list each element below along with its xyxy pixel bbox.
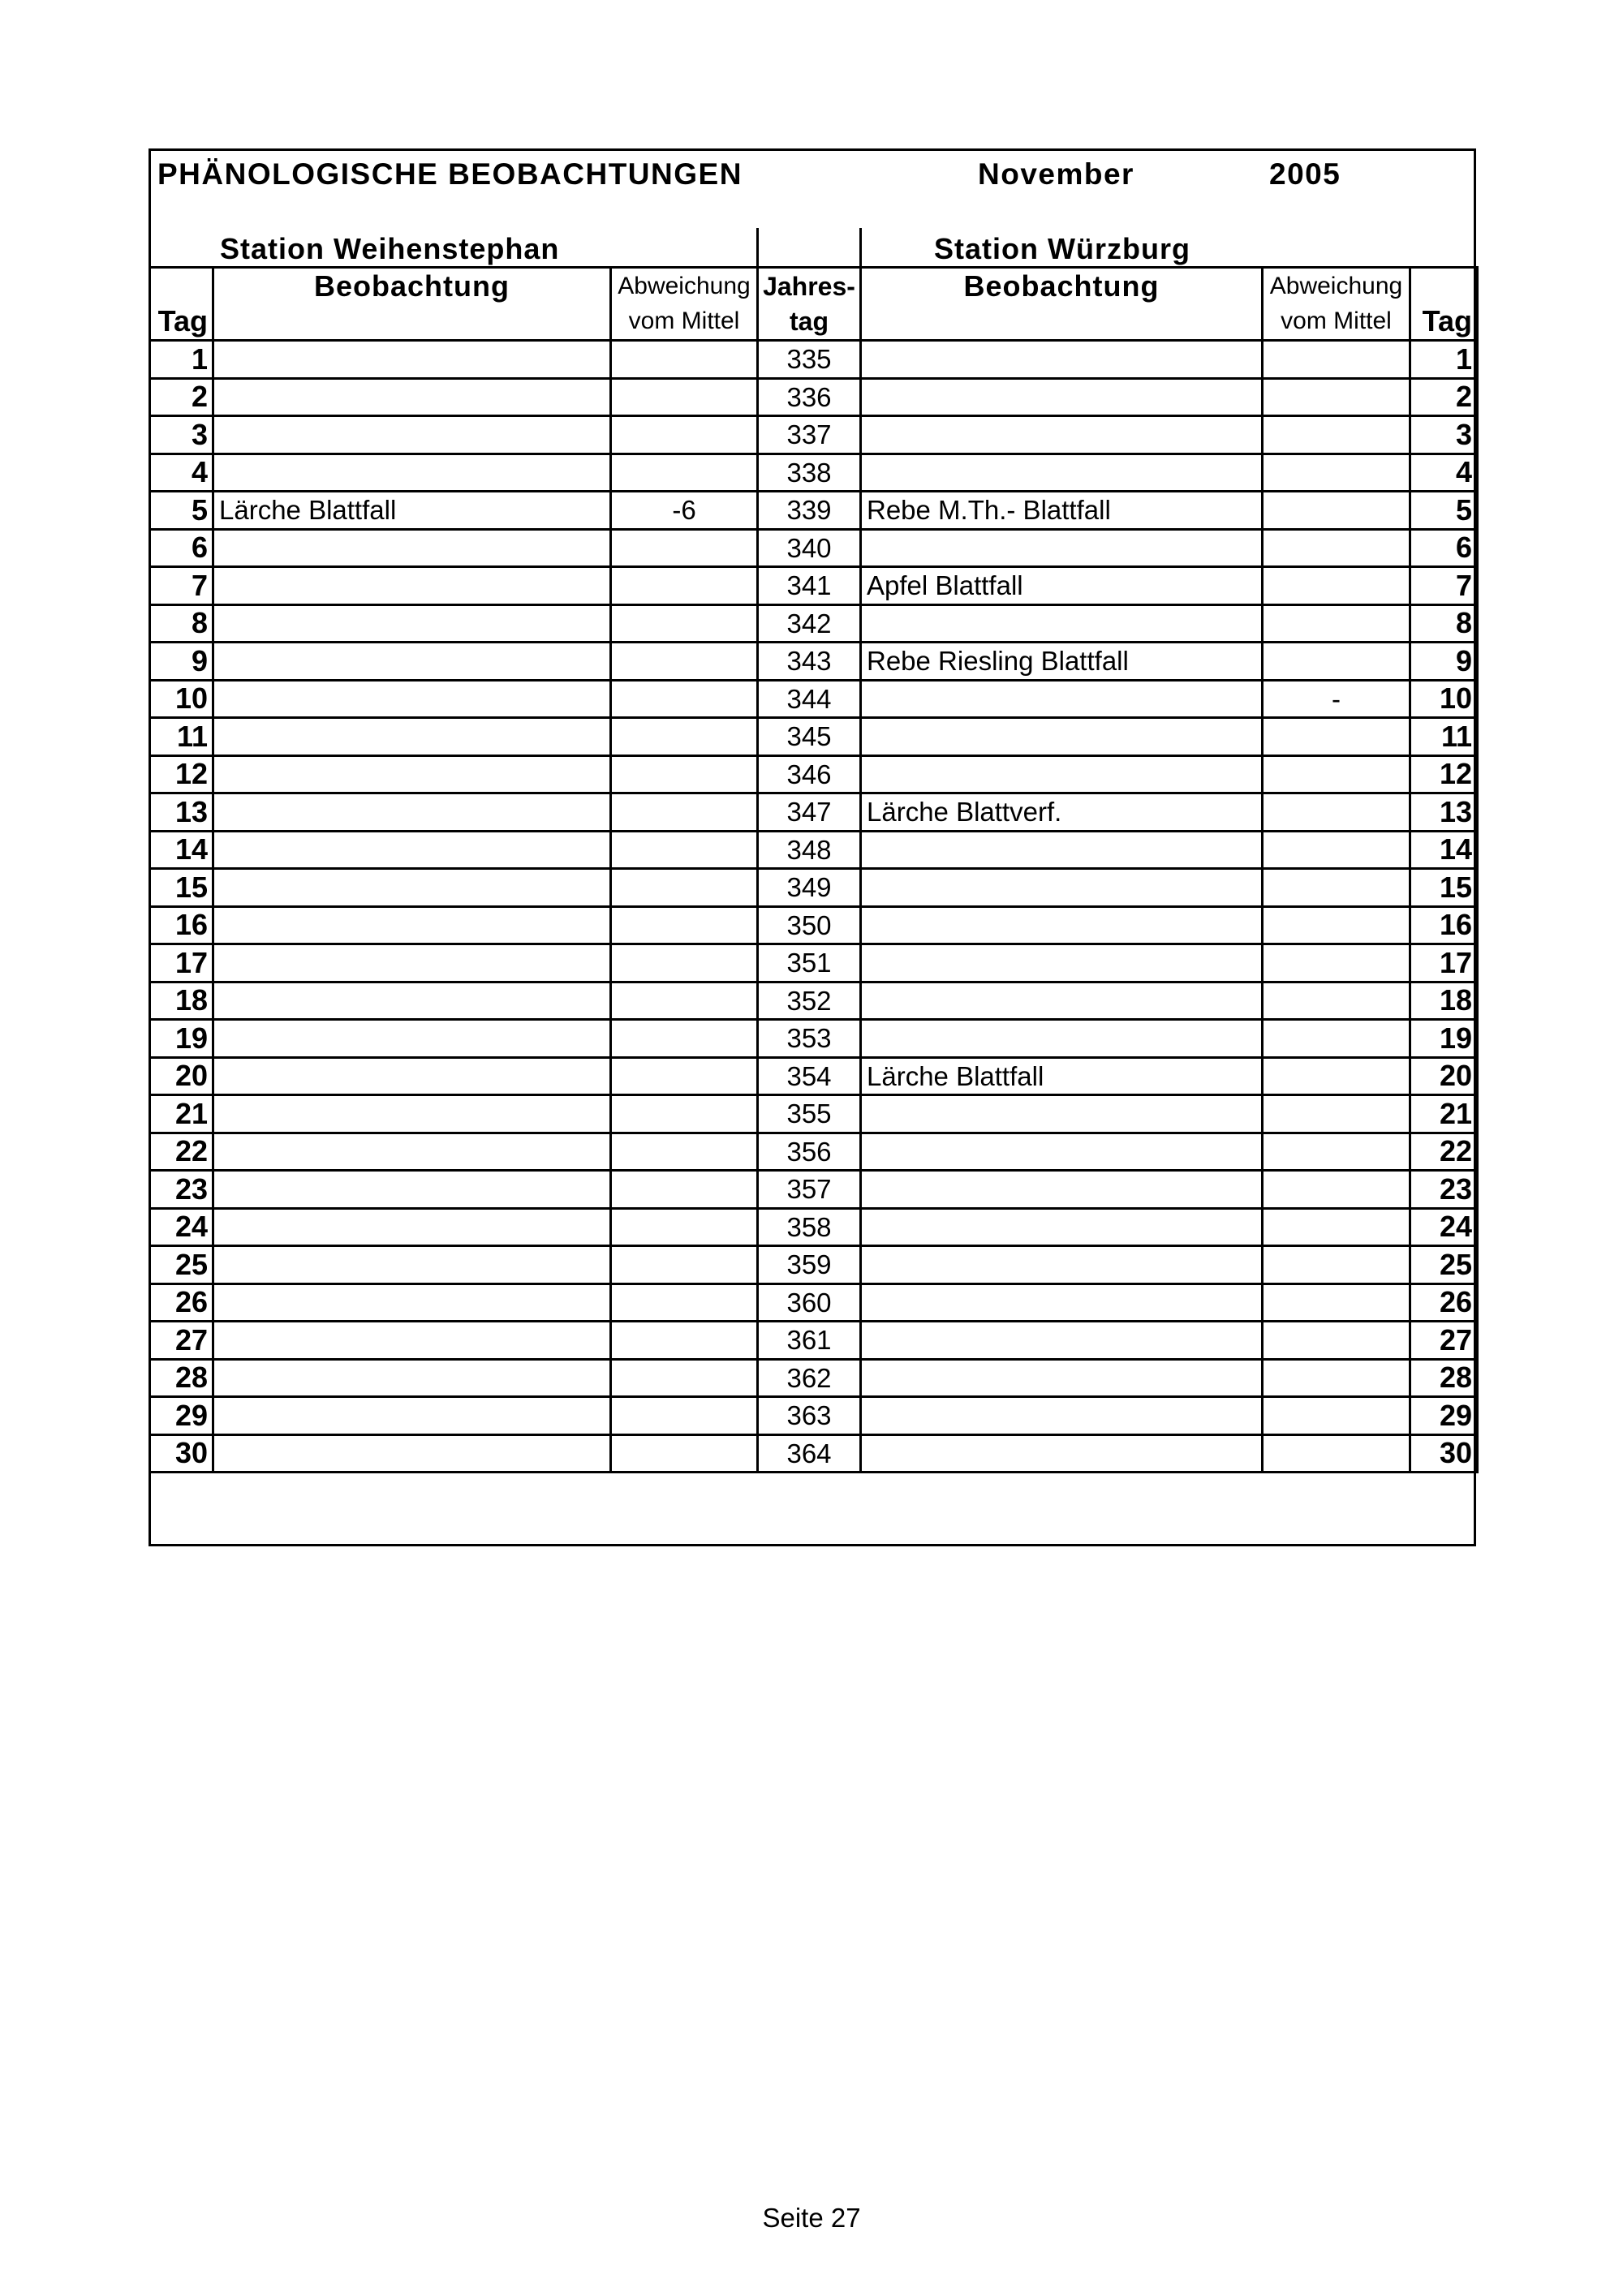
weihenstephan-deviation bbox=[611, 529, 758, 567]
col-vom-mittel-left: vom Mittel bbox=[611, 304, 758, 341]
wuerzburg-deviation bbox=[1263, 416, 1410, 454]
day-left: 3 bbox=[150, 416, 213, 454]
wuerzburg-observation bbox=[861, 529, 1263, 567]
weihenstephan-observation bbox=[213, 718, 611, 756]
wuerzburg-deviation bbox=[1263, 831, 1410, 869]
wuerzburg-observation bbox=[861, 378, 1263, 416]
blank-cell bbox=[213, 304, 611, 341]
table-row bbox=[150, 869, 1478, 907]
wuerzburg-observation bbox=[861, 1171, 1263, 1209]
day-left: 27 bbox=[150, 1322, 213, 1360]
wuerzburg-observation bbox=[861, 341, 1263, 379]
wuerzburg-observation bbox=[861, 416, 1263, 454]
wuerzburg-observation bbox=[861, 1434, 1263, 1473]
day-left: 13 bbox=[150, 793, 213, 832]
table-row bbox=[150, 1095, 1478, 1133]
weihenstephan-observation bbox=[213, 1246, 611, 1284]
day-left: 30 bbox=[150, 1434, 213, 1473]
wuerzburg-deviation bbox=[1263, 1095, 1410, 1133]
table-row bbox=[150, 1133, 1478, 1171]
day-of-year: 350 bbox=[758, 906, 861, 944]
day-left: 26 bbox=[150, 1283, 213, 1322]
weihenstephan-deviation bbox=[611, 982, 758, 1020]
page-title: PHÄNOLOGISCHE BEOBACHTUNGEN bbox=[157, 157, 743, 191]
table-row bbox=[150, 492, 1478, 530]
day-left: 18 bbox=[150, 982, 213, 1020]
day-of-year: 348 bbox=[758, 831, 861, 869]
wuerzburg-observation bbox=[861, 831, 1263, 869]
wuerzburg-observation bbox=[861, 1020, 1263, 1058]
wuerzburg-deviation bbox=[1263, 1208, 1410, 1246]
table-row bbox=[150, 378, 1478, 416]
day-right: 26 bbox=[1410, 1283, 1478, 1322]
wuerzburg-deviation bbox=[1263, 718, 1410, 756]
wuerzburg-observation bbox=[861, 1359, 1263, 1397]
wuerzburg-observation: Lärche Blattverf. bbox=[861, 793, 1263, 832]
wuerzburg-deviation bbox=[1263, 454, 1410, 492]
day-left: 14 bbox=[150, 831, 213, 869]
day-of-year: 349 bbox=[758, 869, 861, 907]
table-row bbox=[150, 755, 1478, 793]
table-row bbox=[150, 1434, 1478, 1473]
day-left: 23 bbox=[150, 1171, 213, 1209]
weihenstephan-observation bbox=[213, 1171, 611, 1209]
day-left: 2 bbox=[150, 378, 213, 416]
day-right: 19 bbox=[1410, 1020, 1478, 1058]
weihenstephan-observation bbox=[213, 869, 611, 907]
weihenstephan-observation bbox=[213, 680, 611, 718]
weihenstephan-deviation bbox=[611, 793, 758, 832]
weihenstephan-observation bbox=[213, 604, 611, 643]
blank-cell bbox=[1410, 268, 1478, 304]
table-row bbox=[150, 906, 1478, 944]
weihenstephan-observation bbox=[213, 567, 611, 605]
wuerzburg-deviation bbox=[1263, 492, 1410, 530]
day-left: 22 bbox=[150, 1133, 213, 1171]
day-of-year: 342 bbox=[758, 604, 861, 643]
day-of-year: 340 bbox=[758, 529, 861, 567]
wuerzburg-deviation bbox=[1263, 1397, 1410, 1435]
col-jahres: Jahres- bbox=[758, 268, 861, 304]
wuerzburg-observation: Rebe M.Th.- Blattfall bbox=[861, 492, 1263, 530]
day-left: 16 bbox=[150, 906, 213, 944]
table-row bbox=[150, 1208, 1478, 1246]
weihenstephan-deviation bbox=[611, 755, 758, 793]
day-left: 20 bbox=[150, 1057, 213, 1095]
day-of-year: 345 bbox=[758, 718, 861, 756]
day-of-year: 346 bbox=[758, 755, 861, 793]
weihenstephan-observation bbox=[213, 341, 611, 379]
wuerzburg-observation bbox=[861, 1397, 1263, 1435]
col-jahrestag: tag bbox=[758, 304, 861, 341]
day-left: 9 bbox=[150, 643, 213, 681]
col-abweichung-right: Abweichung bbox=[1263, 268, 1410, 304]
wuerzburg-observation bbox=[861, 1133, 1263, 1171]
table-row bbox=[150, 604, 1478, 643]
weihenstephan-deviation bbox=[611, 454, 758, 492]
table-row bbox=[150, 454, 1478, 492]
blank-cell bbox=[861, 304, 1263, 341]
year-label: 2005 bbox=[1269, 157, 1341, 191]
weihenstephan-observation bbox=[213, 1057, 611, 1095]
col-tag-left: Tag bbox=[150, 304, 213, 341]
day-right: 3 bbox=[1410, 416, 1478, 454]
day-right: 17 bbox=[1410, 944, 1478, 982]
wuerzburg-observation bbox=[861, 1283, 1263, 1322]
col-beobachtung-right: Beobachtung bbox=[861, 268, 1263, 304]
weihenstephan-observation bbox=[213, 1095, 611, 1133]
day-left: 5 bbox=[150, 492, 213, 530]
weihenstephan-deviation bbox=[611, 718, 758, 756]
day-of-year: 361 bbox=[758, 1322, 861, 1360]
day-of-year: 347 bbox=[758, 793, 861, 832]
table-row bbox=[150, 718, 1478, 756]
weihenstephan-observation bbox=[213, 982, 611, 1020]
weihenstephan-observation bbox=[213, 378, 611, 416]
wuerzburg-deviation bbox=[1263, 1246, 1410, 1284]
day-of-year: 339 bbox=[758, 492, 861, 530]
station-wuerzburg-title: Station Würzburg bbox=[934, 232, 1190, 265]
day-right: 5 bbox=[1410, 492, 1478, 530]
day-right: 4 bbox=[1410, 454, 1478, 492]
weihenstephan-deviation: -6 bbox=[611, 492, 758, 530]
day-right: 22 bbox=[1410, 1133, 1478, 1171]
day-of-year: 358 bbox=[758, 1208, 861, 1246]
day-of-year: 362 bbox=[758, 1359, 861, 1397]
weihenstephan-observation bbox=[213, 416, 611, 454]
day-of-year: 341 bbox=[758, 567, 861, 605]
day-left: 6 bbox=[150, 529, 213, 567]
day-of-year: 364 bbox=[758, 1434, 861, 1473]
table-row bbox=[150, 1246, 1478, 1284]
day-right: 30 bbox=[1410, 1434, 1478, 1473]
wuerzburg-observation bbox=[861, 982, 1263, 1020]
weihenstephan-deviation bbox=[611, 944, 758, 982]
day-left: 25 bbox=[150, 1246, 213, 1284]
day-of-year: 344 bbox=[758, 680, 861, 718]
weihenstephan-deviation bbox=[611, 1133, 758, 1171]
day-left: 10 bbox=[150, 680, 213, 718]
table-row bbox=[150, 1359, 1478, 1397]
page-number: Seite 27 bbox=[762, 2203, 861, 2233]
day-right: 29 bbox=[1410, 1397, 1478, 1435]
weihenstephan-observation bbox=[213, 1359, 611, 1397]
day-of-year: 338 bbox=[758, 454, 861, 492]
wuerzburg-deviation bbox=[1263, 755, 1410, 793]
day-left: 19 bbox=[150, 1020, 213, 1058]
observation-table bbox=[149, 266, 1479, 1473]
weihenstephan-observation bbox=[213, 755, 611, 793]
day-right: 8 bbox=[1410, 604, 1478, 643]
day-of-year: 353 bbox=[758, 1020, 861, 1058]
weihenstephan-observation bbox=[213, 1322, 611, 1360]
weihenstephan-deviation bbox=[611, 1246, 758, 1284]
wuerzburg-observation bbox=[861, 680, 1263, 718]
table-row bbox=[150, 944, 1478, 982]
wuerzburg-deviation bbox=[1263, 793, 1410, 832]
wuerzburg-deviation bbox=[1263, 1057, 1410, 1095]
day-right: 6 bbox=[1410, 529, 1478, 567]
month-label: November bbox=[978, 157, 1134, 191]
weihenstephan-observation bbox=[213, 793, 611, 832]
weihenstephan-observation bbox=[213, 1133, 611, 1171]
day-of-year: 356 bbox=[758, 1133, 861, 1171]
header-divider bbox=[756, 228, 759, 269]
weihenstephan-deviation bbox=[611, 378, 758, 416]
wuerzburg-deviation bbox=[1263, 869, 1410, 907]
wuerzburg-deviation bbox=[1263, 604, 1410, 643]
wuerzburg-deviation bbox=[1263, 906, 1410, 944]
weihenstephan-deviation bbox=[611, 341, 758, 379]
day-right: 16 bbox=[1410, 906, 1478, 944]
wuerzburg-observation: Rebe Riesling Blattfall bbox=[861, 643, 1263, 681]
weihenstephan-deviation bbox=[611, 869, 758, 907]
day-of-year: 336 bbox=[758, 378, 861, 416]
day-right: 24 bbox=[1410, 1208, 1478, 1246]
wuerzburg-observation: Lärche Blattfall bbox=[861, 1057, 1263, 1095]
wuerzburg-observation bbox=[861, 755, 1263, 793]
day-right: 14 bbox=[1410, 831, 1478, 869]
weihenstephan-observation bbox=[213, 1020, 611, 1058]
weihenstephan-observation bbox=[213, 1434, 611, 1473]
table-row bbox=[150, 341, 1478, 379]
wuerzburg-deviation bbox=[1263, 567, 1410, 605]
wuerzburg-observation bbox=[861, 906, 1263, 944]
wuerzburg-deviation bbox=[1263, 1359, 1410, 1397]
table-row bbox=[150, 643, 1478, 681]
header-row-1 bbox=[150, 268, 1478, 304]
wuerzburg-deviation bbox=[1263, 529, 1410, 567]
day-right: 23 bbox=[1410, 1171, 1478, 1209]
weihenstephan-observation bbox=[213, 643, 611, 681]
weihenstephan-observation bbox=[213, 1283, 611, 1322]
wuerzburg-observation bbox=[861, 1095, 1263, 1133]
table-row bbox=[150, 1283, 1478, 1322]
weihenstephan-deviation bbox=[611, 1057, 758, 1095]
day-of-year: 357 bbox=[758, 1171, 861, 1209]
day-right: 21 bbox=[1410, 1095, 1478, 1133]
wuerzburg-observation bbox=[861, 869, 1263, 907]
day-right: 15 bbox=[1410, 869, 1478, 907]
col-tag-right: Tag bbox=[1410, 304, 1478, 341]
weihenstephan-deviation bbox=[611, 831, 758, 869]
weihenstephan-observation bbox=[213, 831, 611, 869]
day-right: 2 bbox=[1410, 378, 1478, 416]
day-of-year: 363 bbox=[758, 1397, 861, 1435]
wuerzburg-observation bbox=[861, 604, 1263, 643]
day-right: 18 bbox=[1410, 982, 1478, 1020]
wuerzburg-deviation bbox=[1263, 378, 1410, 416]
weihenstephan-deviation bbox=[611, 1095, 758, 1133]
day-of-year: 352 bbox=[758, 982, 861, 1020]
wuerzburg-deviation bbox=[1263, 341, 1410, 379]
weihenstephan-deviation bbox=[611, 604, 758, 643]
day-of-year: 359 bbox=[758, 1246, 861, 1284]
weihenstephan-deviation bbox=[611, 1359, 758, 1397]
weihenstephan-observation bbox=[213, 944, 611, 982]
weihenstephan-deviation bbox=[611, 1322, 758, 1360]
table-row bbox=[150, 831, 1478, 869]
weihenstephan-observation bbox=[213, 1397, 611, 1435]
weihenstephan-observation bbox=[213, 906, 611, 944]
blank-cell bbox=[150, 268, 213, 304]
col-vom-mittel-right: vom Mittel bbox=[1263, 304, 1410, 341]
day-of-year: 337 bbox=[758, 416, 861, 454]
table-row bbox=[150, 1322, 1478, 1360]
table-row bbox=[150, 680, 1478, 718]
weihenstephan-deviation bbox=[611, 1208, 758, 1246]
day-of-year: 354 bbox=[758, 1057, 861, 1095]
day-of-year: 343 bbox=[758, 643, 861, 681]
day-left: 11 bbox=[150, 718, 213, 756]
day-left: 29 bbox=[150, 1397, 213, 1435]
wuerzburg-deviation bbox=[1263, 1020, 1410, 1058]
header-divider bbox=[859, 228, 862, 269]
wuerzburg-deviation bbox=[1263, 982, 1410, 1020]
day-left: 12 bbox=[150, 755, 213, 793]
day-left: 24 bbox=[150, 1208, 213, 1246]
col-abweichung-left: Abweichung bbox=[611, 268, 758, 304]
table-row bbox=[150, 982, 1478, 1020]
wuerzburg-observation bbox=[861, 1322, 1263, 1360]
weihenstephan-observation bbox=[213, 529, 611, 567]
wuerzburg-deviation bbox=[1263, 1434, 1410, 1473]
day-right: 28 bbox=[1410, 1359, 1478, 1397]
wuerzburg-observation bbox=[861, 718, 1263, 756]
wuerzburg-deviation bbox=[1263, 1283, 1410, 1322]
wuerzburg-deviation bbox=[1263, 1322, 1410, 1360]
day-left: 21 bbox=[150, 1095, 213, 1133]
day-left: 17 bbox=[150, 944, 213, 982]
weihenstephan-deviation bbox=[611, 1434, 758, 1473]
weihenstephan-observation bbox=[213, 1208, 611, 1246]
weihenstephan-deviation bbox=[611, 416, 758, 454]
wuerzburg-observation bbox=[861, 1208, 1263, 1246]
table-row bbox=[150, 567, 1478, 605]
weihenstephan-observation bbox=[213, 454, 611, 492]
day-left: 28 bbox=[150, 1359, 213, 1397]
table-row bbox=[150, 1020, 1478, 1058]
wuerzburg-deviation bbox=[1263, 944, 1410, 982]
day-left: 15 bbox=[150, 869, 213, 907]
table-row bbox=[150, 1397, 1478, 1435]
day-right: 27 bbox=[1410, 1322, 1478, 1360]
weihenstephan-deviation bbox=[611, 1397, 758, 1435]
day-right: 7 bbox=[1410, 567, 1478, 605]
day-of-year: 351 bbox=[758, 944, 861, 982]
day-right: 10 bbox=[1410, 680, 1478, 718]
table-row bbox=[150, 793, 1478, 832]
day-left: 1 bbox=[150, 341, 213, 379]
wuerzburg-deviation bbox=[1263, 1171, 1410, 1209]
day-right: 9 bbox=[1410, 643, 1478, 681]
wuerzburg-observation bbox=[861, 944, 1263, 982]
day-right: 13 bbox=[1410, 793, 1478, 832]
day-right: 1 bbox=[1410, 341, 1478, 379]
station-weihenstephan-title: Station Weihenstephan bbox=[220, 232, 560, 265]
wuerzburg-deviation bbox=[1263, 643, 1410, 681]
day-right: 20 bbox=[1410, 1057, 1478, 1095]
day-of-year: 335 bbox=[758, 341, 861, 379]
weihenstephan-deviation bbox=[611, 906, 758, 944]
observation-sheet bbox=[149, 148, 1476, 1546]
day-left: 8 bbox=[150, 604, 213, 643]
weihenstephan-observation: Lärche Blattfall bbox=[213, 492, 611, 530]
header-row-2 bbox=[150, 304, 1478, 341]
day-left: 7 bbox=[150, 567, 213, 605]
col-beobachtung-left: Beobachtung bbox=[213, 268, 611, 304]
wuerzburg-observation bbox=[861, 454, 1263, 492]
weihenstephan-deviation bbox=[611, 643, 758, 681]
wuerzburg-observation: Apfel Blattfall bbox=[861, 567, 1263, 605]
day-of-year: 355 bbox=[758, 1095, 861, 1133]
table-row bbox=[150, 416, 1478, 454]
day-left: 4 bbox=[150, 454, 213, 492]
wuerzburg-deviation: - bbox=[1263, 680, 1410, 718]
day-right: 11 bbox=[1410, 718, 1478, 756]
table-row bbox=[150, 1057, 1478, 1095]
wuerzburg-deviation bbox=[1263, 1133, 1410, 1171]
weihenstephan-deviation bbox=[611, 680, 758, 718]
weihenstephan-deviation bbox=[611, 567, 758, 605]
day-of-year: 360 bbox=[758, 1283, 861, 1322]
table-row bbox=[150, 1171, 1478, 1209]
day-right: 25 bbox=[1410, 1246, 1478, 1284]
weihenstephan-deviation bbox=[611, 1283, 758, 1322]
table-row bbox=[150, 529, 1478, 567]
day-right: 12 bbox=[1410, 755, 1478, 793]
weihenstephan-deviation bbox=[611, 1171, 758, 1209]
wuerzburg-observation bbox=[861, 1246, 1263, 1284]
weihenstephan-deviation bbox=[611, 1020, 758, 1058]
